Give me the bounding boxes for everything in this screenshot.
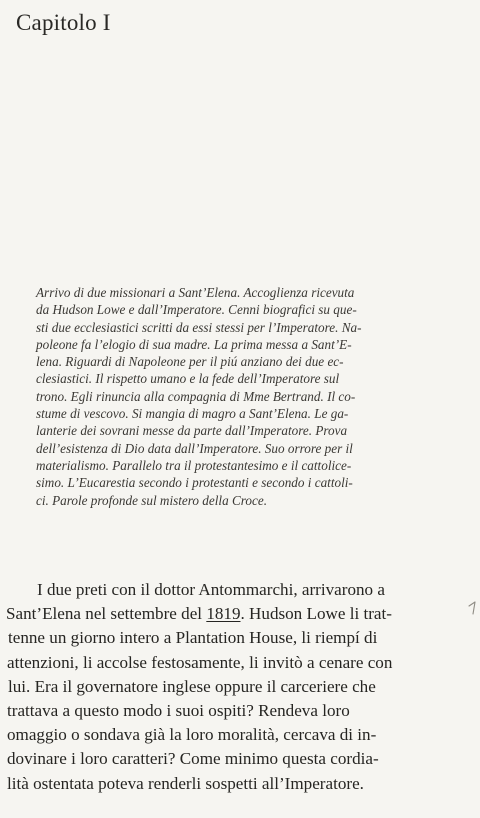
body-line: tenne un giorno intero a Plantation House, li riempí di bbox=[8, 628, 378, 648]
body-line: I due preti con il dottor Antommarchi, arrivarono a bbox=[37, 580, 385, 599]
summary-line: dell’esistenza di Dio data dall’Imperatore. Suo orrore per il bbox=[36, 440, 353, 456]
summary-line: stume di vescovo. Si mangia di magro a Sant’Elena. Le ga- bbox=[36, 406, 349, 422]
summary-line: da Hudson Lowe e dall’Imperatore. Cenni biografici su que- bbox=[36, 302, 357, 318]
body-line: attenzioni, li accolse festosamente, li invitò a cenare con bbox=[7, 652, 393, 672]
summary-line: Arrivo di due missionari a Sant’Elena. Accoglienza ricevuta bbox=[36, 285, 355, 300]
body-paragraph bbox=[0, 578, 480, 796]
summary-line: lena. Riguardi di Napoleone per il piú anziano dei due ec- bbox=[36, 354, 344, 370]
chapter-title: Capitolo I bbox=[16, 10, 111, 35]
pencil-margin-mark-icon bbox=[466, 600, 480, 616]
body-line: lità ostentata poteva renderli sospetti all’Imperatore. bbox=[7, 773, 364, 793]
body-line-text: Sant’Elena nel settembre del bbox=[6, 604, 207, 624]
body-line bbox=[0, 602, 480, 626]
body-line: trattava a questo modo i suoi ospiti? Rendeva loro bbox=[7, 701, 350, 721]
chapter-summary bbox=[36, 284, 462, 509]
summary-line: clesiastici. Il rispetto umano e la fede dell’Imperatore sul bbox=[36, 371, 340, 387]
body-line: dovinare i loro caratteri? Come minimo questa cordia- bbox=[7, 749, 379, 769]
underlined-year: 1819 bbox=[206, 604, 241, 624]
summary-line: sti due ecclesiastici scritti da essi stessi per l’Imperatore. Na- bbox=[36, 319, 362, 335]
summary-line: poleone fa l’elogio di sua madre. La prima messa a Sant’E- bbox=[36, 336, 352, 352]
summary-line: materialismo. Parallelo tra il protestantesimo e il cattolice- bbox=[36, 457, 352, 473]
summary-line: lanterie dei sovrani messe da parte dall’Imperatore. Prova bbox=[36, 423, 348, 439]
body-line: omaggio o sondava già la loro moralità, cercava di in- bbox=[7, 725, 377, 745]
body-line: lui. Era il governatore inglese oppure il carceriere che bbox=[8, 676, 376, 696]
summary-line: trono. Egli rinuncia alla compagnia di Mme Bertrand. Il co- bbox=[36, 388, 356, 404]
body-line-text: . Hudson Lowe li trat- bbox=[240, 604, 392, 624]
summary-line: simo. L’Eucarestia secondo i protestanti e secondo i cattoli- bbox=[36, 475, 353, 491]
summary-line: ci. Parole profonde sul mistero della Croce. bbox=[36, 492, 267, 508]
